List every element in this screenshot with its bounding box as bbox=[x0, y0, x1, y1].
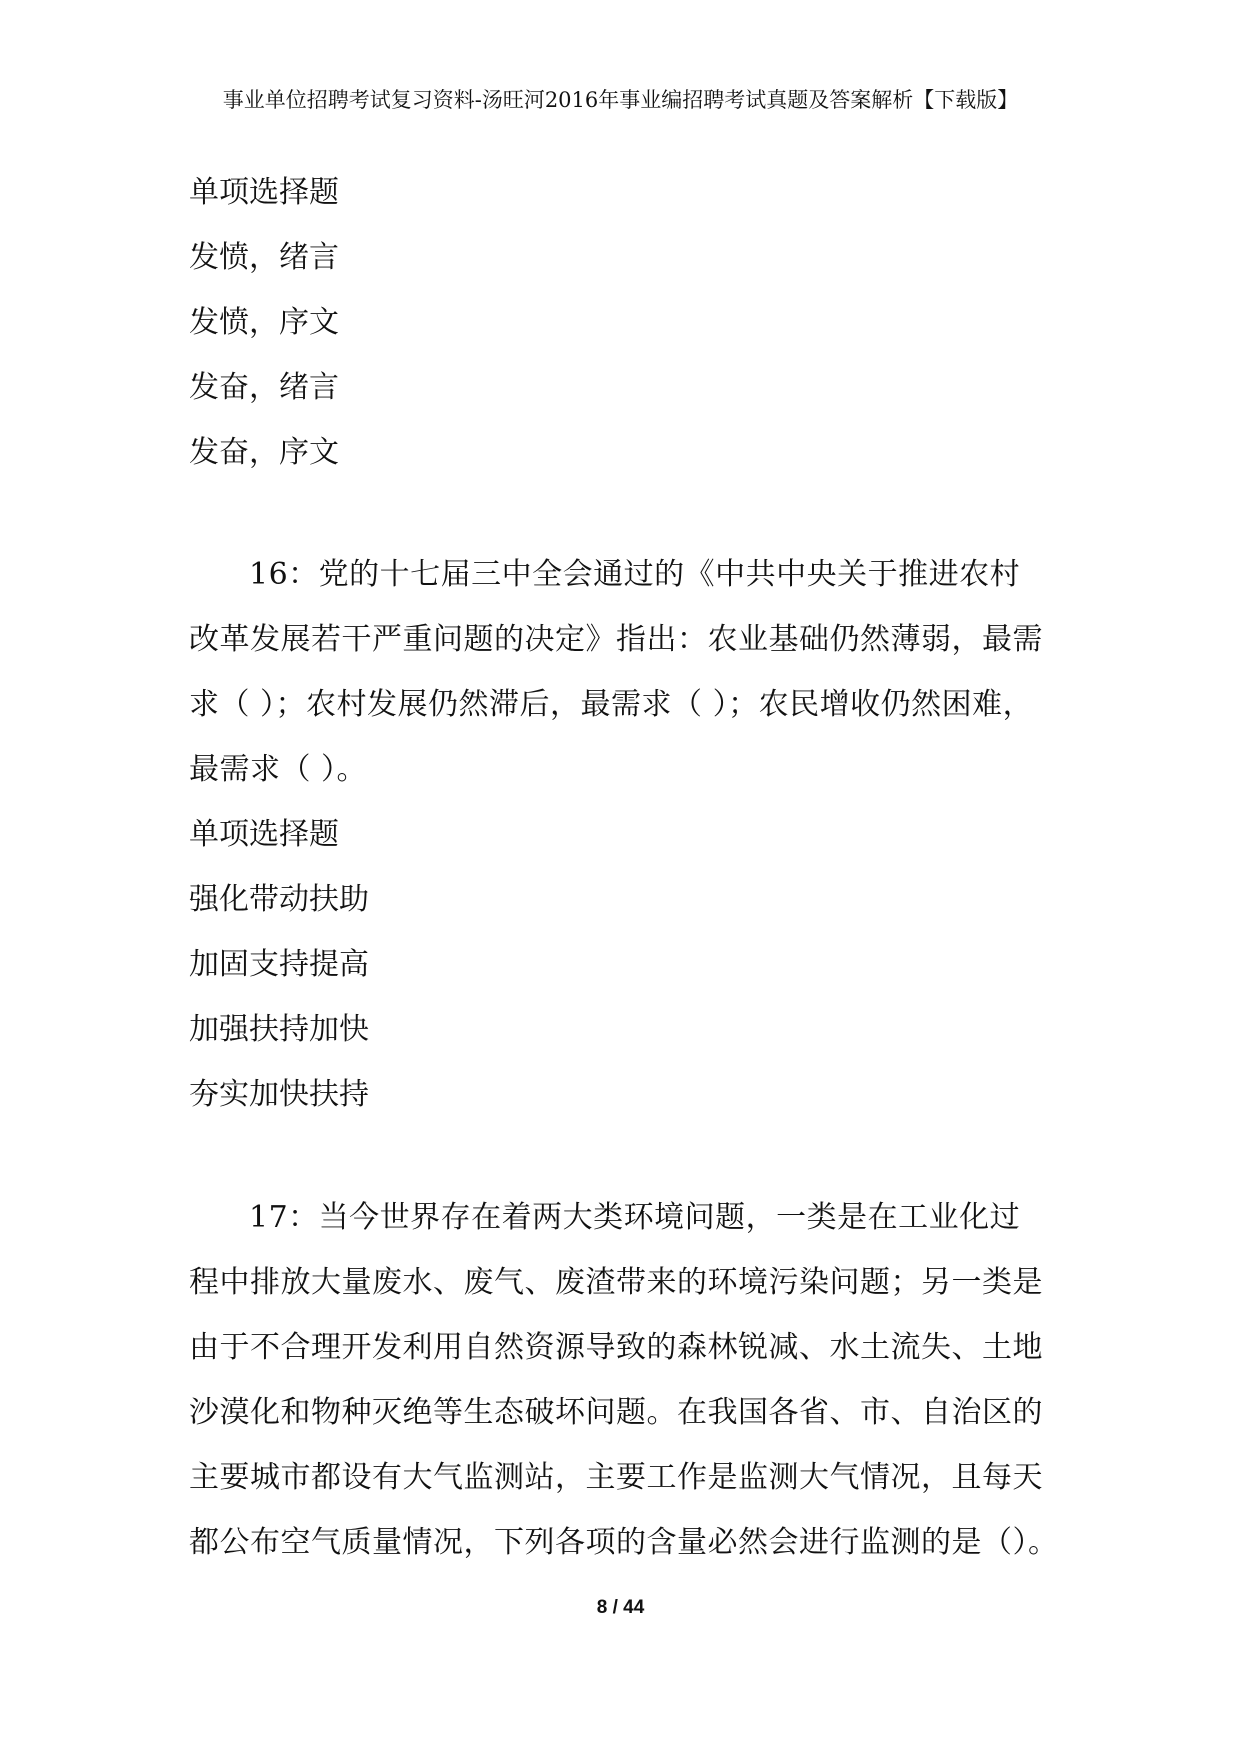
option-a: 发愤，绪言 bbox=[189, 240, 339, 275]
question-17-text-line: 沙漠化和物种灭绝等生态破坏问题。在我国各省、市、自治区的 bbox=[189, 1395, 1043, 1430]
document-body bbox=[189, 160, 1069, 1575]
page-number: 8 / 44 bbox=[596, 1597, 645, 1618]
option-c: 加强扶持加快 bbox=[189, 1012, 369, 1047]
option-b: 发愤，序文 bbox=[189, 305, 339, 340]
question-15-options-block bbox=[189, 160, 1069, 485]
question-17 bbox=[189, 1185, 1069, 1575]
question-17-text-line: 17：当今世界存在着两大类环境问题，一类是在工业化过 bbox=[249, 1200, 1021, 1235]
question-16-text-line: 16：党的十七届三中全会通过的《中共中央关于推进农村 bbox=[249, 557, 1021, 592]
question-16 bbox=[189, 542, 1069, 1127]
question-16-text-line: 最需求（ ）。 bbox=[189, 752, 368, 787]
page-header: 事业单位招聘考试复习资料-汤旺河2016年事业编招聘考试真题及答案解析【下载版】 bbox=[222, 88, 1019, 112]
spacer bbox=[189, 485, 1069, 542]
spacer bbox=[189, 1127, 1069, 1185]
question-16-text-line: 改革发展若干严重问题的决定》指出：农业基础仍然薄弱，最需 bbox=[189, 622, 1043, 657]
option-b: 加固支持提高 bbox=[189, 947, 369, 982]
question-type-label: 单项选择题 bbox=[189, 817, 339, 852]
question-17-text-line: 由于不合理开发利用自然资源导致的森林锐减、水土流失、土地 bbox=[189, 1330, 1043, 1365]
question-16-text-line: 求（ ）；农村发展仍然滞后，最需求（ ）；农民增收仍然困难， bbox=[189, 687, 1034, 722]
question-17-text-line: 都公布空气质量情况，下列各项的含量必然会进行监测的是（）。 bbox=[189, 1525, 1059, 1560]
question-17-text-line: 程中排放大量废水、废气、废渣带来的环境污染问题；另一类是 bbox=[189, 1265, 1043, 1300]
option-a: 强化带动扶助 bbox=[189, 882, 369, 917]
question-type-label: 单项选择题 bbox=[189, 175, 339, 210]
option-d: 发奋，序文 bbox=[189, 435, 339, 470]
option-d: 夯实加快扶持 bbox=[189, 1077, 369, 1112]
question-17-text-line: 主要城市都设有大气监测站，主要工作是监测大气情况，且每天 bbox=[189, 1460, 1043, 1495]
option-c: 发奋，绪言 bbox=[189, 370, 339, 405]
